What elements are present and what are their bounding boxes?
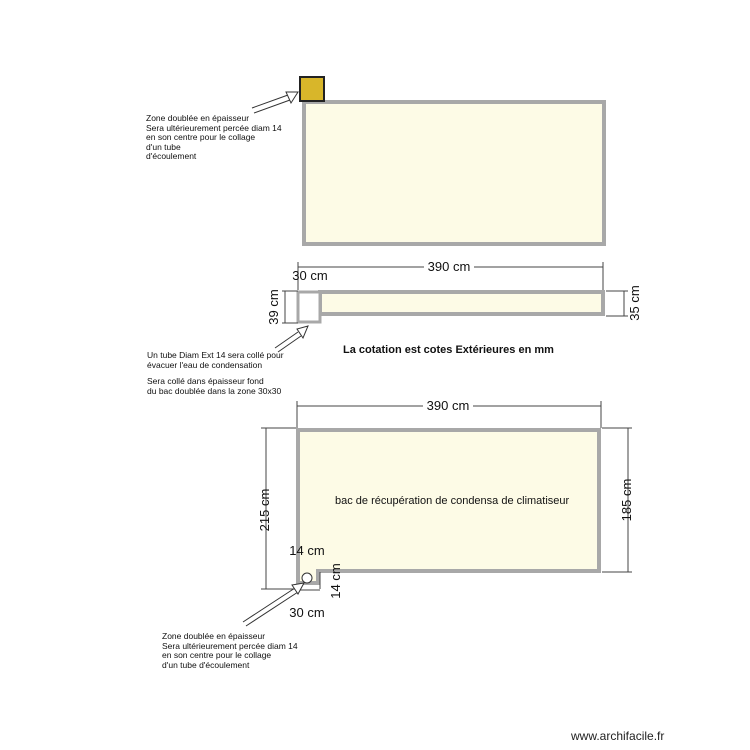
drain-hole-icon xyxy=(302,573,312,583)
bottom-width-label: 390 cm xyxy=(426,398,470,413)
note-middle-b-line: du bac doublée dans la zone 30x30 xyxy=(147,385,282,396)
mid-right-height-dimension xyxy=(606,291,628,316)
note-bottom-line: d'un tube d'écoulement xyxy=(162,659,250,670)
note-middle-a xyxy=(147,351,284,370)
dimension-note-heading: La cotation est cotes Extérieures en mm xyxy=(343,344,554,356)
note-top-line: en son centre pour le collage xyxy=(146,132,256,142)
mid-width-label: 390 cm xyxy=(427,259,471,274)
note-middle-b-line: Sera collé dans épaisseur fond xyxy=(147,376,264,386)
bottom-room-label: bac de récupération de condensa de climatiseur xyxy=(335,495,570,507)
note-top xyxy=(146,114,282,162)
mid-notch xyxy=(298,292,320,322)
watermark: www.archifacile.fr xyxy=(571,729,665,743)
mid-left-height-dimension xyxy=(282,291,298,323)
pointer-arrow-middle xyxy=(275,326,308,352)
notch-bottom-label: 30 cm xyxy=(289,605,325,620)
note-middle-a-line: évacuer l'eau de condensation xyxy=(147,359,263,370)
mid-room xyxy=(320,292,603,314)
notch-side-label: 14 cm xyxy=(328,563,343,599)
note-top-line: Sera ultérieurement percée diam 14 xyxy=(146,122,282,133)
note-top-line: Zone doublée en épaisseur xyxy=(146,113,250,123)
note-top-line: d'un tube xyxy=(146,141,181,152)
bottom-right-height-label: 185 cm xyxy=(619,478,634,522)
notch-top-label: 14 cm xyxy=(289,543,325,558)
mid-left-height-label: 39 cm xyxy=(266,289,281,325)
note-bottom-line: en son centre pour le collage xyxy=(162,650,272,660)
note-bottom xyxy=(162,632,298,670)
yellow-square-marker xyxy=(300,77,324,101)
note-bottom-line: Zone doublée en épaisseur xyxy=(162,631,266,641)
note-middle-b xyxy=(147,377,281,396)
pointer-arrow-top xyxy=(252,92,298,113)
note-bottom-line: Sera ultérieurement percée diam 14 xyxy=(162,640,298,651)
note-middle-a-line: Un tube Diam Ext 14 sera collé pour xyxy=(147,350,284,360)
top-room xyxy=(304,102,604,244)
mid-right-height-label: 35 cm xyxy=(627,285,642,321)
note-top-line: d'écoulement xyxy=(146,151,197,161)
bottom-left-height-label: 215 cm xyxy=(257,488,272,532)
mid-small-width-label: 30 cm xyxy=(292,268,328,283)
